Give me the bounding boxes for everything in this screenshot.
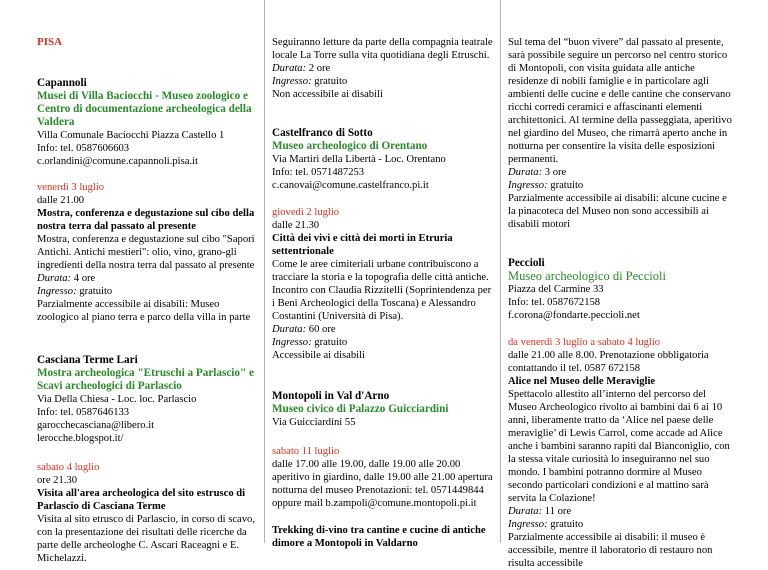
event-accessibility: Parzialmente accessibile ai disabili: Museo zoologico al piano terra e parco della villa in parte	[37, 299, 251, 323]
event-accessibility: Non accessibile ai disabili	[272, 89, 383, 100]
info-line: Info: tel. 0587672158	[508, 297, 601, 308]
town-heading: Peccioli	[508, 257, 545, 269]
column-divider-2	[500, 0, 501, 543]
event-title: Alice nel Museo delle Meraviglie	[508, 376, 656, 387]
event-entry: Ingresso: gratuito	[508, 519, 584, 530]
town-heading: Castelfranco di Sotto	[272, 127, 373, 139]
column-3	[508, 36, 736, 570]
event-duration: Durata: 4 ore	[37, 273, 96, 284]
event-title: Visita all'area archeologica del sito estrusco di Parlascio di Casciana Terme	[37, 488, 246, 512]
info-line: Piazza del Carmine 33	[508, 284, 604, 295]
event-description-cont: Seguiranno letture da parte della compagnia teatrale locale La Torre sulla vita quotidiana degli Etruschi.	[272, 37, 493, 61]
town-heading: Casciana Terme Lari	[37, 354, 138, 366]
info-line: Info: tel. 0587646133	[37, 407, 130, 418]
museum-name: Museo archeologico di Orentano	[272, 140, 428, 152]
event-date: sabato 4 luglio	[37, 462, 100, 473]
museum-name: Musei di Villa Baciocchi - Museo zoologico e Centro di documentazione archeologica della Valdera	[37, 90, 252, 128]
event-accessibility: Parzialmente accessibile ai disabili: alcune cucine e la pinacoteca del Museo non sono accessibili ai disabili motori	[508, 193, 727, 230]
info-line: Info: tel. 0587606603	[37, 143, 130, 154]
province-heading: PISA	[37, 36, 63, 48]
event-date: venerdì 3 luglio	[37, 182, 105, 193]
event-duration: Durata: 11 ore	[508, 506, 572, 517]
event-date: giovedì 2 luglio	[272, 207, 340, 218]
column-1	[37, 36, 259, 565]
museum-name: Museo civico di Palazzo Guicciardini	[272, 403, 449, 415]
info-line: c.orlandini@comune.capannoli.pisa.it	[37, 156, 198, 167]
info-line: c.canovai@comune.castelfranco.pi.it	[272, 180, 429, 191]
event-entry: Ingresso: gratuito	[508, 180, 584, 191]
event-date: sabato 11 luglio	[272, 446, 340, 457]
event-time: dalle 21.00	[37, 195, 85, 206]
event-description: Visita al sito etrusco di Parlascio, in corso di scavo, con la presentazione dei risultati delle ricerche da parte delle archeologhe C. Ascari Raceagni e E. Michelazzi.	[37, 514, 255, 564]
column-divider-1	[264, 0, 265, 543]
event-time: dalle 21.00 alle 8.00. Prenotazione obbligatoria contattando il tel. 0587 672158	[508, 350, 709, 374]
info-line: Via Martiri della Libertà - Loc. Orentano	[272, 154, 446, 165]
event-entry: Ingresso: gratuito	[272, 337, 348, 348]
museum-name: Museo archeologico di Peccioli	[508, 269, 666, 283]
event-duration: Durata: 2 ore	[272, 63, 331, 74]
info-line: Villa Comunale Baciocchi Piazza Castello 1	[37, 130, 225, 141]
event-entry: Ingresso: gratuito	[272, 76, 348, 87]
event-title: Trekking di-vino tra cantine e cucine di antiche dimore a Montopoli in Valdarno	[272, 525, 486, 549]
info-line: lerocche.blogspot.it/	[37, 433, 124, 444]
info-line: f.corona@fondarte.peccioli.net	[508, 310, 640, 321]
info-line: Via Della Chiesa - Loc. loc. Parlascio	[37, 394, 197, 405]
event-duration: Durata: 60 ore	[272, 324, 336, 335]
event-title: Mostra, conferenza e degustazione sul cibo della nostra terra dal passato al presente	[37, 208, 255, 232]
event-accessibility: Accessibile ai disabili	[272, 350, 365, 361]
event-entry: Ingresso: gratuito	[37, 286, 113, 297]
event-date: da venerdì 3 luglio a sabato 4 luglio	[508, 337, 661, 348]
column-2	[272, 36, 496, 550]
event-accessibility: Parzialmente accessibile ai disabili: il museo è accessibile, mentre il laboratorio di restauro non risulta accessibile	[508, 532, 713, 569]
event-duration: Durata: 3 ore	[508, 167, 567, 178]
info-line: Via Guicciardini 55	[272, 417, 356, 428]
event-time: dalle 21.30	[272, 220, 320, 231]
info-line: garocchecasciana@libero.it	[37, 420, 155, 431]
event-description: dalle 17.00 alle 19.00, dalle 19.00 alle 20.00 aperitivo in giardino, dalle 19.00 alle 21.00 apertura notturna del museo Prenotazioni: tel. 0571449844 oppure mail b.zampoli@comune.montopoli.pi.it	[272, 459, 493, 509]
museum-name: Mostra archeologica "Etruschi a Parlascio" e Scavi archeologici di Parlascio	[37, 367, 254, 392]
event-title: Città dei vivi e città dei morti in Etruria settentrionale	[272, 233, 453, 257]
event-description: Come le aree cimiteriali urbane contribuiscono a tracciare la storia e la topografia delle città antiche. Incontro con Claudia Rizzitelli (Soprintendenza per i Beni Archeologici della Toscana) e Alessandro Costantini (Università di Pisa).	[272, 259, 492, 322]
info-line: Info: tel. 0571487253	[272, 167, 365, 178]
event-description-cont: Sul tema del “buon vivere” dal passato al presente, sarà possibile seguire un percorso nel centro storico di Montopoli, con visita guidata alle antiche residenze di nobili famiglie e in particolare agli ambienti delle cucine e delle cantine che conservano ricchi corredi ceramici e affascinanti elementi architettonici. Al termine della passeggiata, aperitivo nel giardino del Museo, che rimarrà aperto anche in notturna per consentire la visita delle esposizioni permanenti.	[508, 37, 732, 165]
town-heading: Capannoli	[37, 77, 87, 89]
town-heading: Montopoli in Val d'Arno	[272, 390, 390, 402]
event-description: Mostra, conferenza e degustazione sul cibo "Sapori Antichi. Antichi mestieri": olio, vino, grano-gli ingredienti della nostra terra dal passato al presente	[37, 234, 255, 271]
event-time: ore 21.30	[37, 475, 78, 486]
event-description: Spettacolo allestito all’interno del percorso del Museo Archeologico rivolto ai bambini dai 6 ai 10 anni, liberamente tratto da ‘Alice nel paese delle meraviglie’ di Lewis Carrol, come accade ad Alice anche i bambini saranno rapiti dal Bianconiglio, con la stessa vitale curiosità lo inseguiranno nel suo mondo. I bambini potranno dormire al Museo secondo particolari condizioni e al mattino sarà servita la Colazione!	[508, 389, 730, 504]
